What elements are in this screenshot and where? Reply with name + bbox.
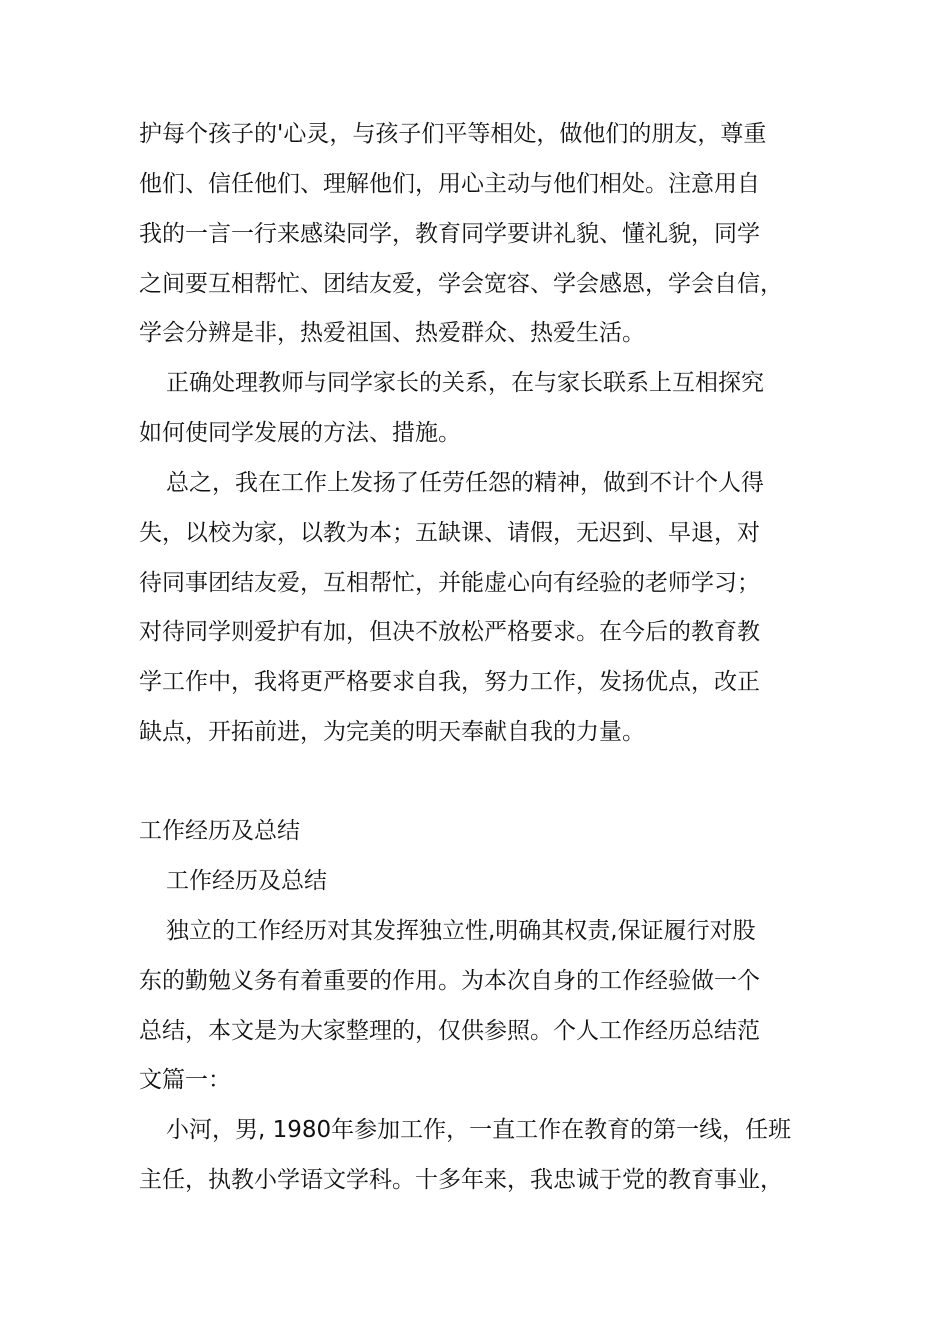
- text-line: 东的勤勉义务有着重要的作用。为本次自身的工作经验做一个: [139, 968, 760, 994]
- text-line: 待同事团结友爱，互相帮忙，并能虚心向有经验的老师学习；: [139, 570, 760, 596]
- text-line: 我的一言一行来感染同学，教育同学要讲礼貌、懂礼貌，同学: [139, 221, 760, 247]
- text-line: 正确处理教师与同学家长的关系，在与家长联系上互相探究: [166, 370, 764, 396]
- text-line: 失，以校为家，以教为本；五缺课、请假，无迟到、早退，对: [139, 520, 760, 546]
- text-line: 对待同学则爱护有加，但决不放松严格要求。在今后的教育教: [139, 619, 760, 645]
- text-line: 如何使同学发展的方法、措施。: [139, 420, 461, 446]
- text-line: 护每个孩子的'心灵，与孩子们平等相处，做他们的朋友，尊重: [139, 121, 767, 147]
- text-line: 学会分辨是非，热爱祖国、热爱群众、热爱生活。: [139, 320, 645, 346]
- text-line: 文篇一：: [139, 1067, 231, 1093]
- text-line: 缺点，开拓前进，为完美的明天奉献自我的力量。: [139, 719, 645, 745]
- section-heading: 工作经历及总结: [139, 818, 300, 844]
- text-line: 学工作中，我将更严格要求自我，努力工作，发扬优点，改正: [139, 669, 760, 695]
- text-line: 小河，男, 1980年参加工作，一直工作在教育的第一线，任班: [166, 1117, 792, 1143]
- text-line: 总之，我在工作上发扬了任劳任怨的精神，做到不计个人得: [166, 470, 764, 496]
- section-subheading: 工作经历及总结: [166, 868, 327, 894]
- text-line: 他们、信任他们、理解他们，用心主动与他们相处。注意用自: [139, 171, 760, 197]
- text-line: 主任，执教小学语文学科。十多年来，我忠诚于党的教育事业，: [139, 1167, 783, 1193]
- text-line: 独立的工作经历对其发挥独立性,明确其权责,保证履行对股: [166, 918, 756, 944]
- text-line: 之间要互相帮忙、团结友爱，学会宽容、学会感恩，学会自信，: [139, 271, 783, 297]
- text-line: 总结，本文是为大家整理的，仅供参照。个人工作经历总结范: [139, 1018, 760, 1044]
